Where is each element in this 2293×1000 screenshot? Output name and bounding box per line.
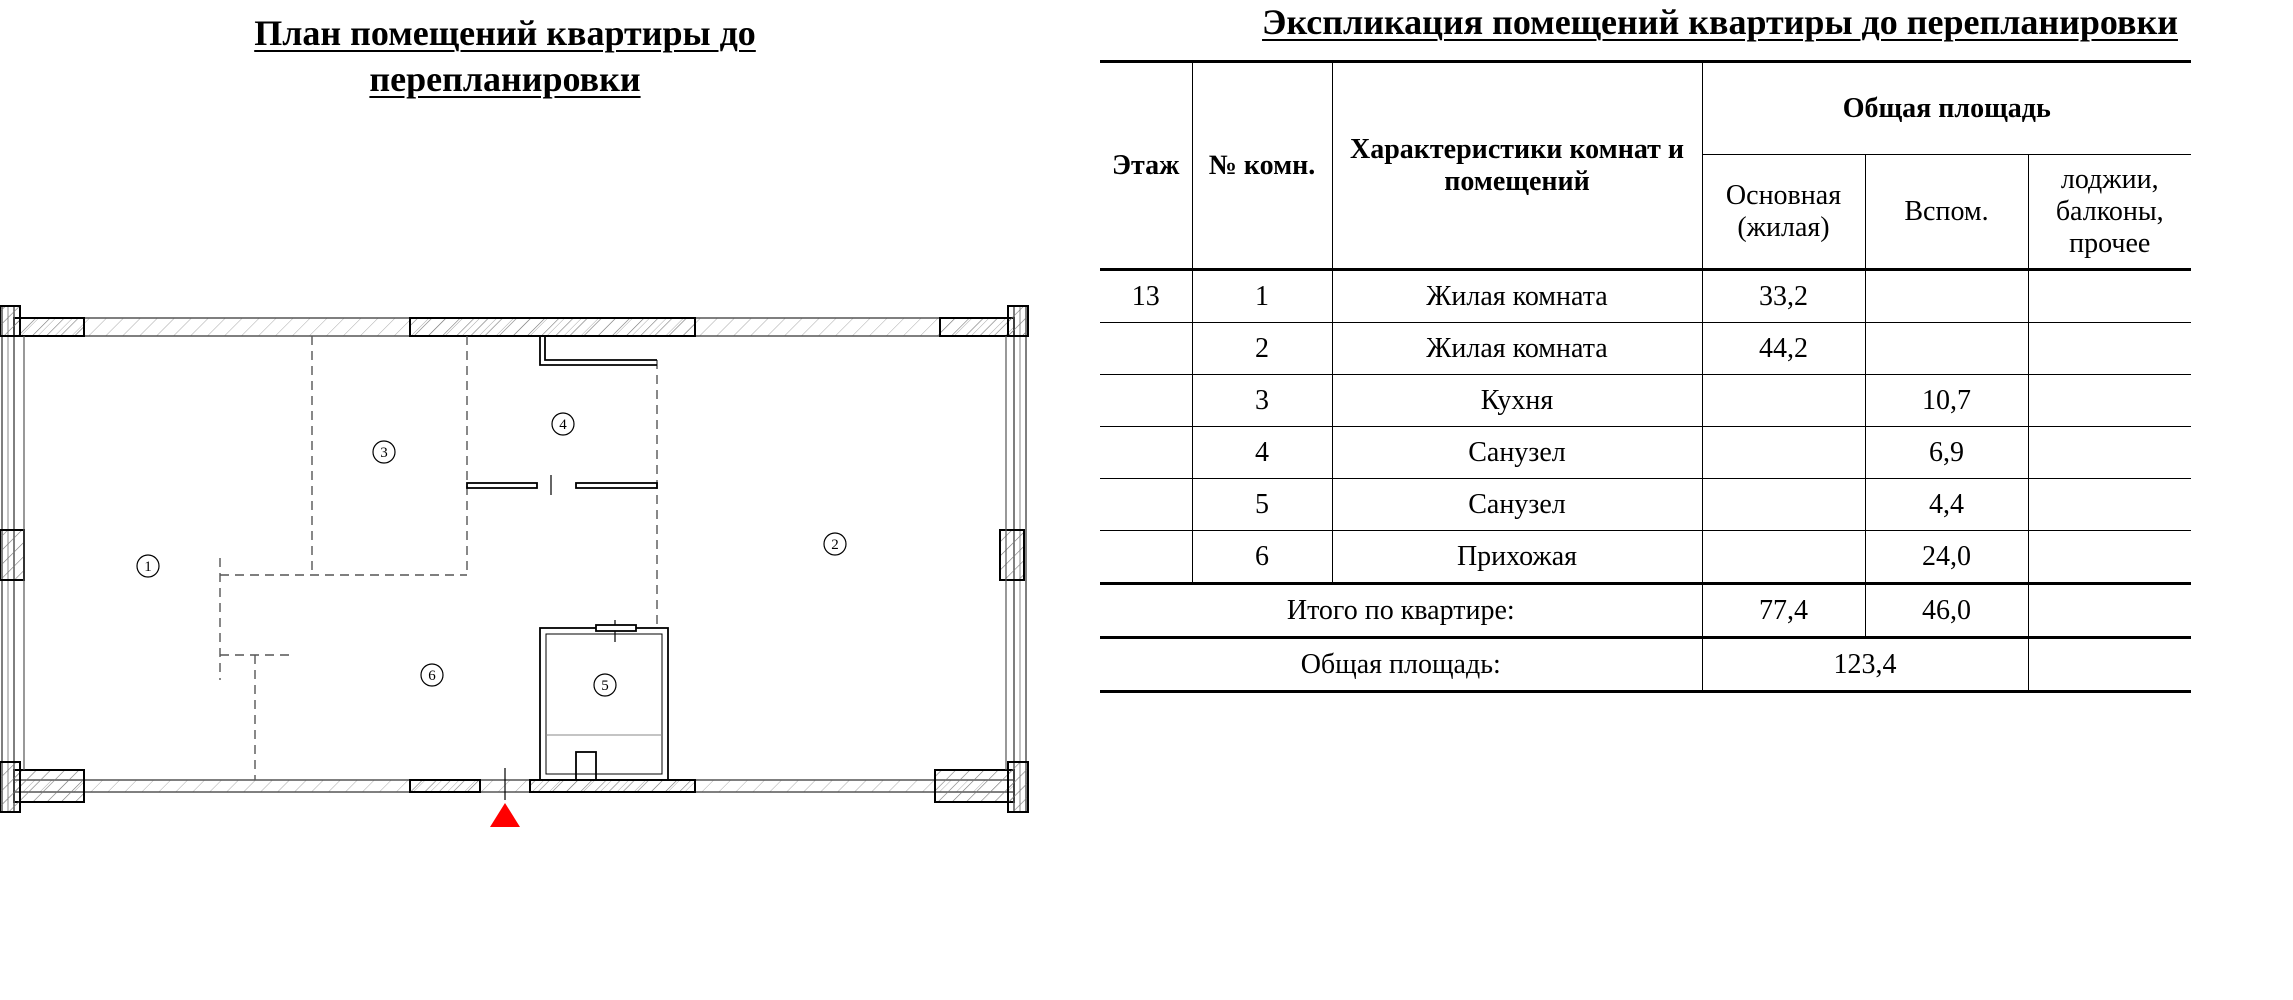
partitions-dashed (220, 336, 657, 780)
bathroom-5-walls (540, 620, 668, 780)
room-label-1 (137, 555, 159, 577)
cell-main-area (1702, 375, 1865, 427)
cell-floor (1100, 479, 1192, 531)
cell-aux-area: 4,4 (1865, 479, 2028, 531)
cell-aux-area: 10,7 (1865, 375, 2028, 427)
cell-floor: 13 (1100, 270, 1192, 323)
cell-room-name: Санузел (1332, 479, 1702, 531)
cell-room-no: 2 (1192, 323, 1332, 375)
cell-main-area: 33,2 (1702, 270, 1865, 323)
header-floor: Этаж (1100, 62, 1192, 270)
cell-aux-area: 24,0 (1865, 531, 2028, 584)
svg-text:3: 3 (380, 445, 388, 461)
plan-title-line1: План помещений квартиры до (254, 13, 756, 53)
subtotal-other (2028, 584, 2191, 638)
room-label-3 (373, 441, 395, 463)
cell-floor (1100, 531, 1192, 584)
cell-other-area (2028, 270, 2191, 323)
plan-title-line2: перепланировки (369, 59, 641, 99)
svg-text:1: 1 (144, 559, 152, 575)
header-other: лоджии, балконы, прочее (2028, 155, 2191, 270)
cell-main-area (1702, 427, 1865, 479)
cell-floor (1100, 427, 1192, 479)
cell-room-no: 5 (1192, 479, 1332, 531)
total-other (2028, 638, 2191, 692)
cell-room-no: 6 (1192, 531, 1332, 584)
header-total-area: Общая площадь (1702, 62, 2191, 155)
explication-table (1100, 60, 2191, 693)
cell-room-name: Санузел (1332, 427, 1702, 479)
cell-other-area (2028, 323, 2191, 375)
cell-main-area (1702, 479, 1865, 531)
svg-text:2: 2 (831, 537, 839, 553)
header-characteristics: Характеристики комнат и помещений (1332, 62, 1702, 270)
cell-room-no: 3 (1192, 375, 1332, 427)
wall-left (0, 306, 24, 812)
header-aux: Вспом. (1865, 155, 2028, 270)
cell-room-name: Жилая комната (1332, 270, 1702, 323)
room-label-6 (421, 664, 443, 686)
svg-text:4: 4 (559, 417, 567, 433)
wall-top (14, 318, 1014, 336)
cell-other-area (2028, 375, 2191, 427)
floor-plan (0, 300, 1030, 840)
header-main: Основная (жилая) (1702, 155, 1865, 270)
plan-title (180, 10, 830, 102)
entrance-arrow-icon (490, 803, 520, 827)
cell-aux-area: 6,9 (1865, 427, 2028, 479)
total-value: 123,4 (1702, 638, 2028, 692)
subtotal-aux: 46,0 (1865, 584, 2028, 638)
cell-other-area (2028, 479, 2191, 531)
cell-room-name: Прихожая (1332, 531, 1702, 584)
room-label-5 (594, 674, 616, 696)
subtotal-main: 77,4 (1702, 584, 1865, 638)
total-label: Общая площадь: (1100, 638, 1702, 692)
cell-room-name: Жилая комната (1332, 323, 1702, 375)
cell-floor (1100, 375, 1192, 427)
header-room-no: № комн. (1192, 62, 1332, 270)
cell-room-name: Кухня (1332, 375, 1702, 427)
cell-room-no: 1 (1192, 270, 1332, 323)
subtotal-label: Итого по квартире: (1100, 584, 1702, 638)
cell-other-area (2028, 427, 2191, 479)
svg-text:6: 6 (428, 668, 436, 684)
room-label-4 (552, 413, 574, 435)
cell-aux-area (1865, 270, 2028, 323)
svg-text:5: 5 (601, 678, 609, 694)
table-title: Экспликация помещений квартиры до перепланировки (1262, 2, 2178, 42)
wall-bottom (14, 768, 1014, 802)
cell-aux-area (1865, 323, 2028, 375)
cell-room-no: 4 (1192, 427, 1332, 479)
wall-right (1000, 306, 1028, 812)
cell-main-area (1702, 531, 1865, 584)
cell-other-area (2028, 531, 2191, 584)
room-label-2 (824, 533, 846, 555)
cell-main-area: 44,2 (1702, 323, 1865, 375)
cell-floor (1100, 323, 1192, 375)
